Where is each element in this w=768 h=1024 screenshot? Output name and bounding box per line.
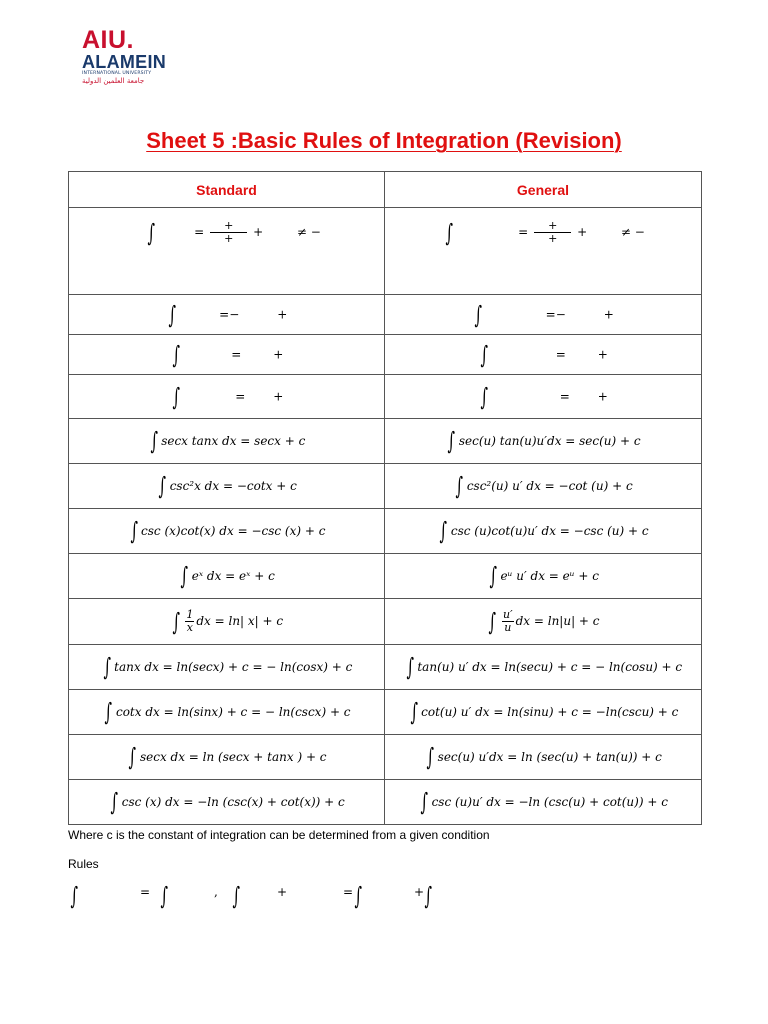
table-row <box>69 375 702 419</box>
integral-sign: ∫ <box>103 653 111 681</box>
integral-sign: ∫ <box>426 743 435 771</box>
rules-comma: , <box>214 885 218 899</box>
standard-cell: ∫ secx tanx dx = secx + c <box>69 419 385 464</box>
fraction: $\frac{+}{+}$ <box>210 220 247 245</box>
standard-cell: ∫ = + <box>69 335 385 375</box>
table-row <box>69 599 702 645</box>
table-row <box>69 419 702 464</box>
standard-cell: ∫ = $\frac{+}{+}$ + ≠ − <box>69 208 385 295</box>
standard-cell: ∫ $\frac{1}{x}$ dx = ln| x| + c <box>69 599 385 645</box>
constant-note: Where c is the constant of integration can be determined from a given condition <box>68 828 490 842</box>
table-row <box>69 335 702 375</box>
general-cell: ∫ = $\frac{+}{+}$ + ≠ − <box>385 208 702 295</box>
integral-sign: ∫ <box>160 882 169 910</box>
general-cell: ∫ sec(u) tan(u)u′dx = sec(u) + c <box>385 419 702 464</box>
rules-eq: = <box>140 885 151 899</box>
general-cell: ∫ = + <box>385 375 702 419</box>
table-row <box>69 464 702 509</box>
integral-sign: ∫ <box>424 882 433 910</box>
integral-sign: ∫ <box>489 562 498 590</box>
integral-sign: ∫ <box>455 472 464 500</box>
general-cell: ∫ eᵘ u′ dx = eᵘ + c <box>385 554 702 599</box>
fraction: $\frac{u'}{u}$ <box>503 608 513 634</box>
integral-sign: ∫ <box>420 788 429 816</box>
general-cell: ∫ = + <box>385 335 702 375</box>
integral-sign: ∫ <box>232 882 241 910</box>
integral-sign: ∫ <box>447 427 456 455</box>
standard-cell: ∫ tanx dx = ln(secx) + c = − ln(cosx) + c <box>69 645 385 690</box>
integral-sign: ∫ <box>172 382 180 411</box>
university-logo <box>82 28 172 84</box>
integral-sign: ∫ <box>158 472 167 500</box>
integral-sign: ∫ <box>474 300 483 329</box>
page-title: Sheet 5 :Basic Rules of Integration (Revision) <box>146 128 622 153</box>
logo-arabic-text: جامعة العلمين الدولية <box>82 77 145 85</box>
integral-sign: ∫ <box>130 517 138 545</box>
integral-sign: ∫ <box>439 517 448 545</box>
integral-sign: ∫ <box>445 218 454 247</box>
table-header-row <box>69 172 702 208</box>
rules-eq: = <box>343 885 354 899</box>
table-row <box>69 554 702 599</box>
integral-sign: ∫ <box>488 607 497 636</box>
integral-sign: ∫ <box>410 698 418 726</box>
rules-heading: Rules <box>68 857 99 871</box>
table-row <box>69 690 702 735</box>
integral-sign: ∫ <box>406 653 414 681</box>
standard-cell: ∫ secx dx = ln (secx + tanx ) + c <box>69 735 385 780</box>
logo-alamein-text: ALAMEIN <box>82 52 167 72</box>
logo-subtitle-text: INTERNATIONAL UNIVERSITY <box>82 71 152 76</box>
standard-cell: ∫ eˣ dx = eˣ + c <box>69 554 385 599</box>
integral-sign: ∫ <box>168 300 176 329</box>
logo-aiu-text: AIU. <box>82 26 134 54</box>
table-row <box>69 735 702 780</box>
header-general: General <box>385 172 702 208</box>
general-cell: ∫ csc (u)cot(u)u′ dx = −csc (u) + c <box>385 509 702 554</box>
integral-sign: ∫ <box>354 882 363 910</box>
integral-sign: ∫ <box>480 382 489 411</box>
general-cell: ∫ tan(u) u′ dx = ln(secu) + c = − ln(cosu) + c <box>385 645 702 690</box>
standard-cell: ∫ = + <box>69 375 385 419</box>
general-cell: ∫ $\frac{u'}{u}$ dx = ln|u| + c <box>385 599 702 645</box>
integral-sign: ∫ <box>104 698 113 726</box>
integral-sign: ∫ <box>150 427 158 455</box>
integral-sign: ∫ <box>180 562 189 590</box>
fraction: $\frac{+}{+}$ <box>534 220 571 245</box>
general-cell: ∫ csc (u)u′ dx = −ln (csc(u) + cot(u)) + c <box>385 780 702 825</box>
integral-sign: ∫ <box>128 743 137 771</box>
general-cell: ∫ sec(u) u′dx = ln (sec(u) + tan(u)) + c <box>385 735 702 780</box>
general-cell: ∫ =− + <box>385 295 702 335</box>
header-standard: Standard <box>69 172 385 208</box>
integration-rules-table <box>68 171 702 825</box>
integral-sign: ∫ <box>70 882 79 910</box>
integral-sign: ∫ <box>172 607 180 636</box>
standard-cell: ∫ cotx dx = ln(sinx) + c = − ln(cscx) + c <box>69 690 385 735</box>
table-row <box>69 509 702 554</box>
integral-sign: ∫ <box>110 788 119 816</box>
standard-cell: ∫ =− + <box>69 295 385 335</box>
standard-cell: ∫ csc (x)cot(x) dx = −csc (x) + c <box>69 509 385 554</box>
table-row <box>69 295 702 335</box>
rules-plus: + <box>414 885 425 899</box>
table-row <box>69 208 702 295</box>
fraction: $\frac{1}{x}$ <box>186 608 194 634</box>
general-cell: ∫ cot(u) u′ dx = ln(sinu) + c = −ln(cscu) + c <box>385 690 702 735</box>
rules-plus: + <box>277 885 288 899</box>
standard-cell: ∫ csc (x) dx = −ln (csc(x) + cot(x)) + c <box>69 780 385 825</box>
integral-sign: ∫ <box>480 340 489 369</box>
table-row <box>69 780 702 825</box>
table-row <box>69 645 702 690</box>
general-cell: ∫ csc²(u) u′ dx = −cot (u) + c <box>385 464 702 509</box>
integral-sign: ∫ <box>172 340 180 369</box>
integral-sign: ∫ <box>147 218 156 247</box>
standard-cell: ∫ csc²x dx = −cotx + c <box>69 464 385 509</box>
